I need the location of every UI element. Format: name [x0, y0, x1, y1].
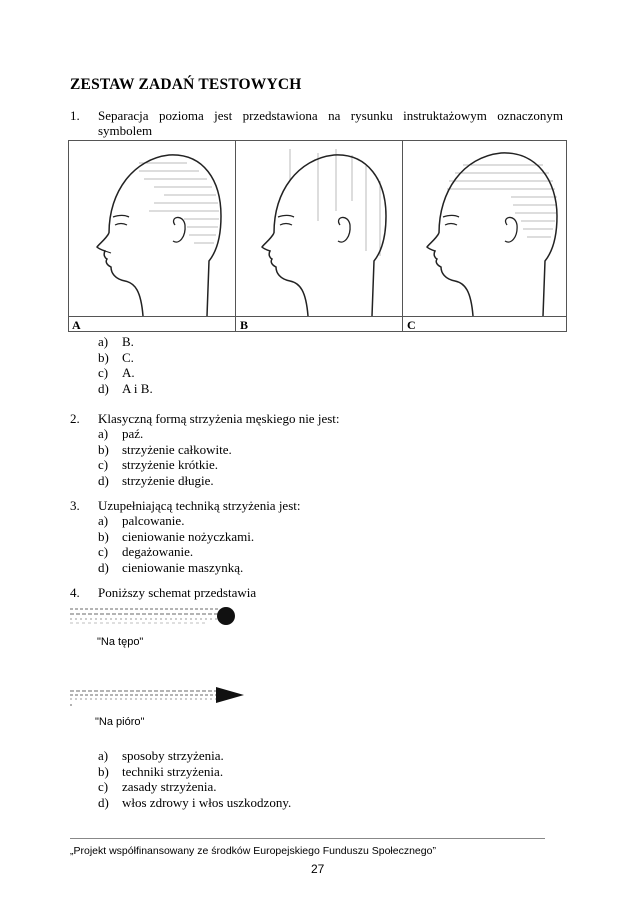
head-figure-c: [403, 141, 566, 316]
footer-text: „Projekt współfinansowany ze środków Europejskiego Funduszu Społecznego”: [70, 845, 436, 857]
figure-label-c: C: [407, 318, 416, 332]
answer-option[interactable]: [98, 544, 254, 560]
answer-option[interactable]: [98, 334, 153, 350]
answer-text: palcowanie.: [122, 513, 185, 528]
question-3-answers: [98, 513, 254, 575]
answer-letter: c): [98, 779, 109, 794]
question-1-text-cont: symbolem: [98, 123, 153, 138]
answer-text: paź.: [122, 426, 144, 441]
answer-text: degażowanie.: [122, 544, 194, 559]
answer-letter: d): [98, 559, 109, 575]
answer-letter: b): [98, 441, 109, 457]
answer-letter: b): [98, 528, 109, 544]
question-2-answers: [98, 426, 232, 488]
answer-option[interactable]: [98, 442, 232, 458]
answer-option[interactable]: [98, 529, 254, 545]
answer-text: A i B.: [122, 380, 153, 396]
answer-text: strzyżenie całkowite.: [122, 441, 232, 457]
answer-letter: b): [98, 349, 109, 365]
answer-text: cieniowanie maszynką.: [122, 559, 244, 575]
figure-label-a: A: [72, 318, 81, 332]
answer-text: C.: [122, 349, 134, 365]
answer-letter: d): [98, 380, 109, 396]
answer-option[interactable]: [98, 381, 153, 397]
answer-text: techniki strzyżenia.: [122, 763, 224, 779]
question-3-text: Uzupełniającą techniką strzyżenia jest:: [98, 498, 301, 513]
answer-letter: a): [98, 426, 109, 441]
question-4-number: 4.: [70, 585, 80, 600]
blunt-hair-diagram: [68, 603, 238, 631]
question-2-number: 2.: [70, 411, 80, 426]
answer-letter: c): [98, 457, 109, 472]
page-title: ZESTAW ZADAŃ TESTOWYCH: [70, 76, 302, 93]
question-3-number: 3.: [70, 498, 80, 513]
answer-text: włos zdrowy i włos uszkodzony.: [122, 794, 292, 810]
question-1-text: Separacja pozioma jest przedstawiona na rysunku instruktażowym oznaczonym: [98, 108, 563, 123]
footer-divider: [70, 838, 545, 839]
answer-letter: c): [98, 365, 109, 380]
question-4-text: Poniższy schemat przedstawia: [98, 585, 257, 600]
question-2-text: Klasyczną formą strzyżenia męskiego nie jest:: [98, 411, 340, 426]
answer-letter: d): [98, 794, 109, 810]
answer-text: cieniowanie nożyczkami.: [122, 528, 255, 544]
answer-letter: a): [98, 748, 109, 763]
figure-label-b: B: [240, 318, 249, 332]
answer-letter: a): [98, 513, 109, 528]
answer-text: A.: [122, 365, 135, 380]
answer-text: strzyżenie długie.: [122, 472, 214, 488]
answer-option[interactable]: [98, 473, 232, 489]
answer-option[interactable]: [98, 779, 291, 795]
answer-option[interactable]: [98, 560, 254, 576]
head-figure-a: [69, 141, 235, 316]
answer-option[interactable]: [98, 426, 232, 442]
page-number: 27: [311, 862, 325, 876]
pointed-hair-diagram: [68, 683, 248, 707]
answer-option[interactable]: [98, 350, 153, 366]
answer-option[interactable]: [98, 365, 153, 381]
answer-text: strzyżenie krótkie.: [122, 457, 219, 472]
question-1-number: 1.: [70, 108, 80, 123]
answer-letter: b): [98, 763, 109, 779]
answer-option[interactable]: [98, 795, 291, 811]
answer-option[interactable]: [98, 764, 291, 780]
answer-text: zasady strzyżenia.: [122, 779, 217, 794]
answer-letter: d): [98, 472, 109, 488]
answer-option[interactable]: [98, 513, 254, 529]
figure-label-divider: [69, 316, 566, 317]
answer-text: B.: [122, 334, 134, 349]
answer-text: sposoby strzyżenia.: [122, 748, 224, 763]
answer-option[interactable]: [98, 457, 232, 473]
answer-letter: a): [98, 334, 109, 349]
question-4-answers: [98, 748, 291, 810]
head-figure-b: [236, 141, 402, 316]
figure-table: [68, 140, 567, 332]
blunt-hair-label: "Na tępo": [97, 636, 144, 648]
pointed-hair-label: "Na pióro": [95, 716, 145, 728]
question-1-answers: [98, 334, 153, 396]
answer-letter: c): [98, 544, 109, 559]
answer-option[interactable]: [98, 748, 291, 764]
